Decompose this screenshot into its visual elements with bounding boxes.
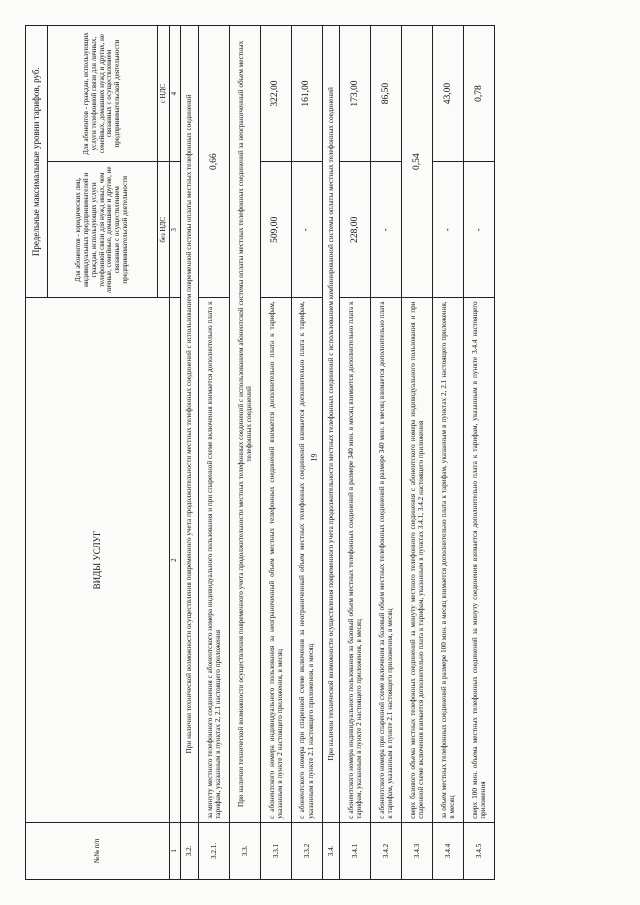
service-description: с абонентского номера индивидуального пользования за базовый объем местных телефонных соединений в размере 340 мин. в месяц взимается дополнительно плата к тарифам, указанным в пункте 2 настоящего приложения, в месяц <box>340 298 371 822</box>
table-row-3-4-2 <box>371 26 402 880</box>
table-row-3-4-5 <box>464 26 495 880</box>
tariff-value-citizens: 0,78 <box>464 26 495 162</box>
table-row-3-4-3 <box>402 26 433 880</box>
header-services: ВИДЫ УСЛУГ <box>26 298 170 822</box>
tariff-value-citizens: 322,00 <box>260 26 291 162</box>
tariff-value-legal: 509,00 <box>260 162 291 298</box>
column-number-1: 1 <box>170 822 181 879</box>
column-number-2: 2 <box>170 298 181 822</box>
tariff-value-legal: - <box>291 162 322 298</box>
service-description: с абонентского номера при спаренной схеме включения за неограниченный объем местных телефонных соединений взимается дополнительно плата к тарифам, указанным в пункте 2.1 настоящего приложения, в месяц <box>291 298 322 822</box>
header-vat-excl: без НДС <box>158 162 170 298</box>
row-number: 3.4.5 <box>464 822 495 879</box>
header-citizens: Для абонентов - граждан, использующих услуги телефонной связи для личных, семейных, домашних нужд и других, не связанных с осуществлением предпринимательской деятельности <box>48 26 158 162</box>
row-number: 3.4.1 <box>340 822 371 879</box>
tariff-value-citizens: 161,00 <box>291 26 322 162</box>
page-number: 19 <box>309 453 319 462</box>
header-limits: Предельные максимальные уровни тарифов, руб. <box>26 26 48 298</box>
table-row-3-3 <box>229 26 260 880</box>
section-heading: При наличии технической возможности осуществления повременного учета продолжительности местных телефонных соединений с использованием повременной системы оплаты местных телефонных соединений <box>181 26 199 823</box>
section-heading: При наличии технической возможности осуществления повременного учета продолжительности местных телефонных соединений с использованием комбинированной системы оплаты местных телефонных соединений <box>322 26 340 823</box>
tariff-value-citizens: 86,50 <box>371 26 402 162</box>
tariff-value-legal: - <box>464 162 495 298</box>
table-row-3-4-4 <box>433 26 464 880</box>
row-number: 3.4.3 <box>402 822 433 879</box>
column-number-3: 3 <box>170 162 181 298</box>
row-number: 3.3.2 <box>291 822 322 879</box>
header-legal-entities: Для абонентов - юридических лиц, индивидуальных предпринимателей и граждан, использующих услуги телефонной связи для нужд иных, чем личные, семейные, домашние и другие, не связанные с осуществлением предпринимательской деятельности <box>48 162 158 298</box>
row-number: 3.2. <box>181 822 199 879</box>
tariff-value-legal: - <box>371 162 402 298</box>
header-row-limits <box>26 26 48 880</box>
table-row-3-3-1 <box>260 26 291 880</box>
service-description: с абонентского номера при спаренной схеме включения за базовый объем местных телефонных соединений в размере 340 мин. в месяц взимается дополнительно плата к тарифам, указанным в пункте 2.1 настоящего приложения, в месяц <box>371 298 402 822</box>
tariff-table <box>25 25 495 880</box>
column-number-4: 4 <box>170 26 181 162</box>
tariff-value-combined: 0,54 <box>402 26 433 298</box>
table-row-3-4-1 <box>340 26 371 880</box>
service-description: с абонентского номера индивидуального пользования за неограниченный объем местных телефонных соединений взимается дополнительно плата к тарифам, указанным в пункте 2 настоящего приложения, в месяц <box>260 298 291 822</box>
tariff-value-legal: 228,00 <box>340 162 371 298</box>
section-heading: При наличии технической возможности осуществления повременного учета продолжительности местных телефонных соединений с использованием абонентской системы оплаты местных телефонных соединений за неограниченный объем местных телефонных соединений <box>229 26 260 823</box>
row-number: 3.4.4 <box>433 822 464 879</box>
service-description: сверх 100 мин. объема местных телефонных соединений за минуту соединения взимается дополнительно плата к тарифам, указанным в пункте 3.4.4 настоящего приложения <box>464 298 495 822</box>
tariff-value-citizens: 43,00 <box>433 26 464 162</box>
column-numbers-row <box>170 26 181 880</box>
header-vat-incl: с НДС <box>158 26 170 162</box>
row-number: 3.4. <box>322 822 340 879</box>
tariff-value-legal: - <box>433 162 464 298</box>
row-number: 3.3. <box>229 822 260 879</box>
service-description: за минуту местного телефонного соединения с абонентского номера индивидуального пользования и при спаренной схеме включения взимается дополнительно плата к тарифам, указанным в пунктах 2, 2.1 настоящего приложения <box>198 298 229 822</box>
row-number: 3.2.1. <box>198 822 229 879</box>
tariff-value-citizens: 173,00 <box>340 26 371 162</box>
service-description: сверх базового объема местных телефонных соединений за минуту местного телефонного соединения с абонентского номера индивидуального пользования и при спаренной схеме включения взимается дополнительно плата к тарифам, указанным в пунктах 3.4.1, 3.4.2 настоящего приложения <box>402 298 433 822</box>
table-row-3-3-2 <box>291 26 322 880</box>
row-number: 3.4.2 <box>371 822 402 879</box>
row-number: 3.3.1 <box>260 822 291 879</box>
table-row-3-2-1 <box>198 26 229 880</box>
table-row-3-2 <box>181 26 199 880</box>
header-number: №№ п/п <box>26 822 170 879</box>
table-row-3-4 <box>322 26 340 880</box>
service-description: за объем местных телефонных соединений в размере 100 мин. в месяц взимается дополнительно плата к тарифам, указанным в пунктах 2, 2.1 настоящего приложения, в месяц <box>433 298 464 822</box>
tariff-value-combined: 0,66 <box>198 26 229 298</box>
tariff-table-rotated <box>25 25 495 880</box>
